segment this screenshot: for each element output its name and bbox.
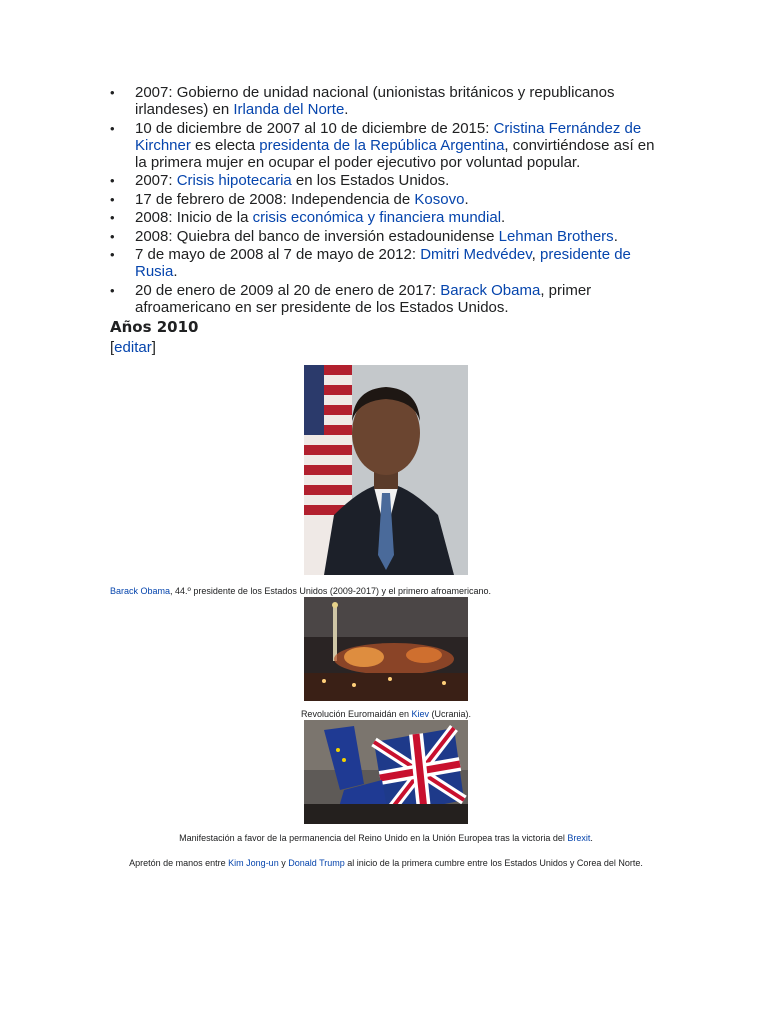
euromaidan-photo[interactable] xyxy=(304,597,468,701)
figure-euromaidan xyxy=(110,597,662,720)
obama-portrait-image xyxy=(304,365,468,575)
inline-text: (Ucrania). xyxy=(429,709,472,719)
inline-text: 17 de febrero de 2008: Independencia de xyxy=(135,190,415,208)
inline-text: al inicio de la primera cumbre entre los Estados Unidos y Corea del Norte. xyxy=(344,858,643,868)
inline-link[interactable]: Irlanda del Norte xyxy=(233,101,345,118)
inline-text: 2007: Gobierno de unidad nacional (unionistas británicos y republicanos irlandeses) en xyxy=(135,84,615,118)
inline-text: . xyxy=(344,101,349,118)
inline-link[interactable]: Donald Trump xyxy=(288,858,345,868)
list-item xyxy=(110,172,662,189)
inline-text: Manifestación a favor de la permanencia del Reino Unido en la Unión Europea tras la victoria del xyxy=(179,833,568,843)
inline-text: . xyxy=(613,227,618,245)
caption-handshake xyxy=(110,853,662,874)
inline-link[interactable]: Barack Obama xyxy=(110,586,171,596)
inline-link[interactable]: Kim Jong-un xyxy=(228,858,279,868)
euromaidan-image xyxy=(304,597,468,701)
inline-text: es electa xyxy=(190,136,260,154)
inline-text: , 44.º presidente de los Estados Unidos (2009-2017) y el primero afroamericano. xyxy=(170,586,491,596)
inline-text: 10 de diciembre de 2007 al 10 de diciembre de 2015: xyxy=(135,119,494,137)
edit-bracket-close: ] xyxy=(151,339,156,356)
obama-photo[interactable] xyxy=(304,365,468,575)
inline-link[interactable]: Barack Obama xyxy=(440,281,541,299)
brexit-flags-image xyxy=(304,720,468,824)
figure-obama xyxy=(110,365,662,597)
inline-text: . xyxy=(173,263,178,280)
inline-link[interactable]: Kiev xyxy=(411,709,430,719)
edit-section xyxy=(110,339,662,357)
edit-bracket-open: [ xyxy=(110,339,115,356)
section-heading: Años 2010 xyxy=(110,318,199,336)
inline-link[interactable]: Brexit xyxy=(567,833,591,843)
list-item xyxy=(110,191,662,208)
figure-brexit xyxy=(110,720,662,844)
list-item xyxy=(110,209,662,226)
list-item xyxy=(110,84,662,118)
brexit-photo[interactable] xyxy=(304,720,468,824)
inline-text: 20 de enero de 2009 al 20 de enero de 2017: xyxy=(135,281,441,299)
caption-brexit xyxy=(110,832,662,844)
inline-text: . xyxy=(590,833,593,843)
inline-link[interactable]: Dmitri Medvédev xyxy=(420,246,532,263)
inline-text: Revolución Euromaidán en xyxy=(300,709,412,719)
inline-link[interactable]: presidenta de la República Argentina xyxy=(259,136,505,154)
list-item xyxy=(110,282,662,316)
inline-link[interactable]: Lehman Brothers xyxy=(498,227,614,245)
inline-text: 2007: xyxy=(135,172,177,189)
edit-link[interactable]: editar xyxy=(114,339,152,356)
inline-text: , convirtiéndose así en la primera mujer en ocupar el poder ejecutivo por voluntad popular. xyxy=(135,136,655,171)
inline-text: 2008: Inicio de la xyxy=(135,209,253,226)
inline-text: . xyxy=(501,209,506,226)
caption-euromaidan xyxy=(110,708,662,720)
inline-text: Apretón de manos entre xyxy=(129,858,229,868)
events-list xyxy=(110,84,662,316)
inline-link[interactable]: Crisis hipotecaria xyxy=(176,172,292,189)
inline-text: , xyxy=(531,246,540,263)
inline-text: . xyxy=(464,190,469,208)
inline-link[interactable]: presidente de Rusia xyxy=(135,246,631,280)
inline-text: 2008: Quiebra del banco de inversión estadounidense xyxy=(135,227,499,245)
inline-text: 7 de mayo de 2008 al 7 de mayo de 2012: xyxy=(135,246,421,263)
inline-text: y xyxy=(278,858,289,868)
list-item xyxy=(110,228,662,245)
inline-text: en los Estados Unidos. xyxy=(291,172,450,189)
inline-link[interactable]: Cristina Fernández de Kirchner xyxy=(135,119,642,154)
list-item xyxy=(110,246,662,280)
list-item xyxy=(110,120,662,171)
inline-link[interactable]: crisis económica y financiera mundial xyxy=(252,209,502,226)
article-content xyxy=(110,84,662,874)
inline-text: , primer afroamericano en ser presidente de los Estados Unidos. xyxy=(135,281,592,316)
caption-obama xyxy=(110,585,662,597)
inline-link[interactable]: Kosovo xyxy=(414,190,465,208)
